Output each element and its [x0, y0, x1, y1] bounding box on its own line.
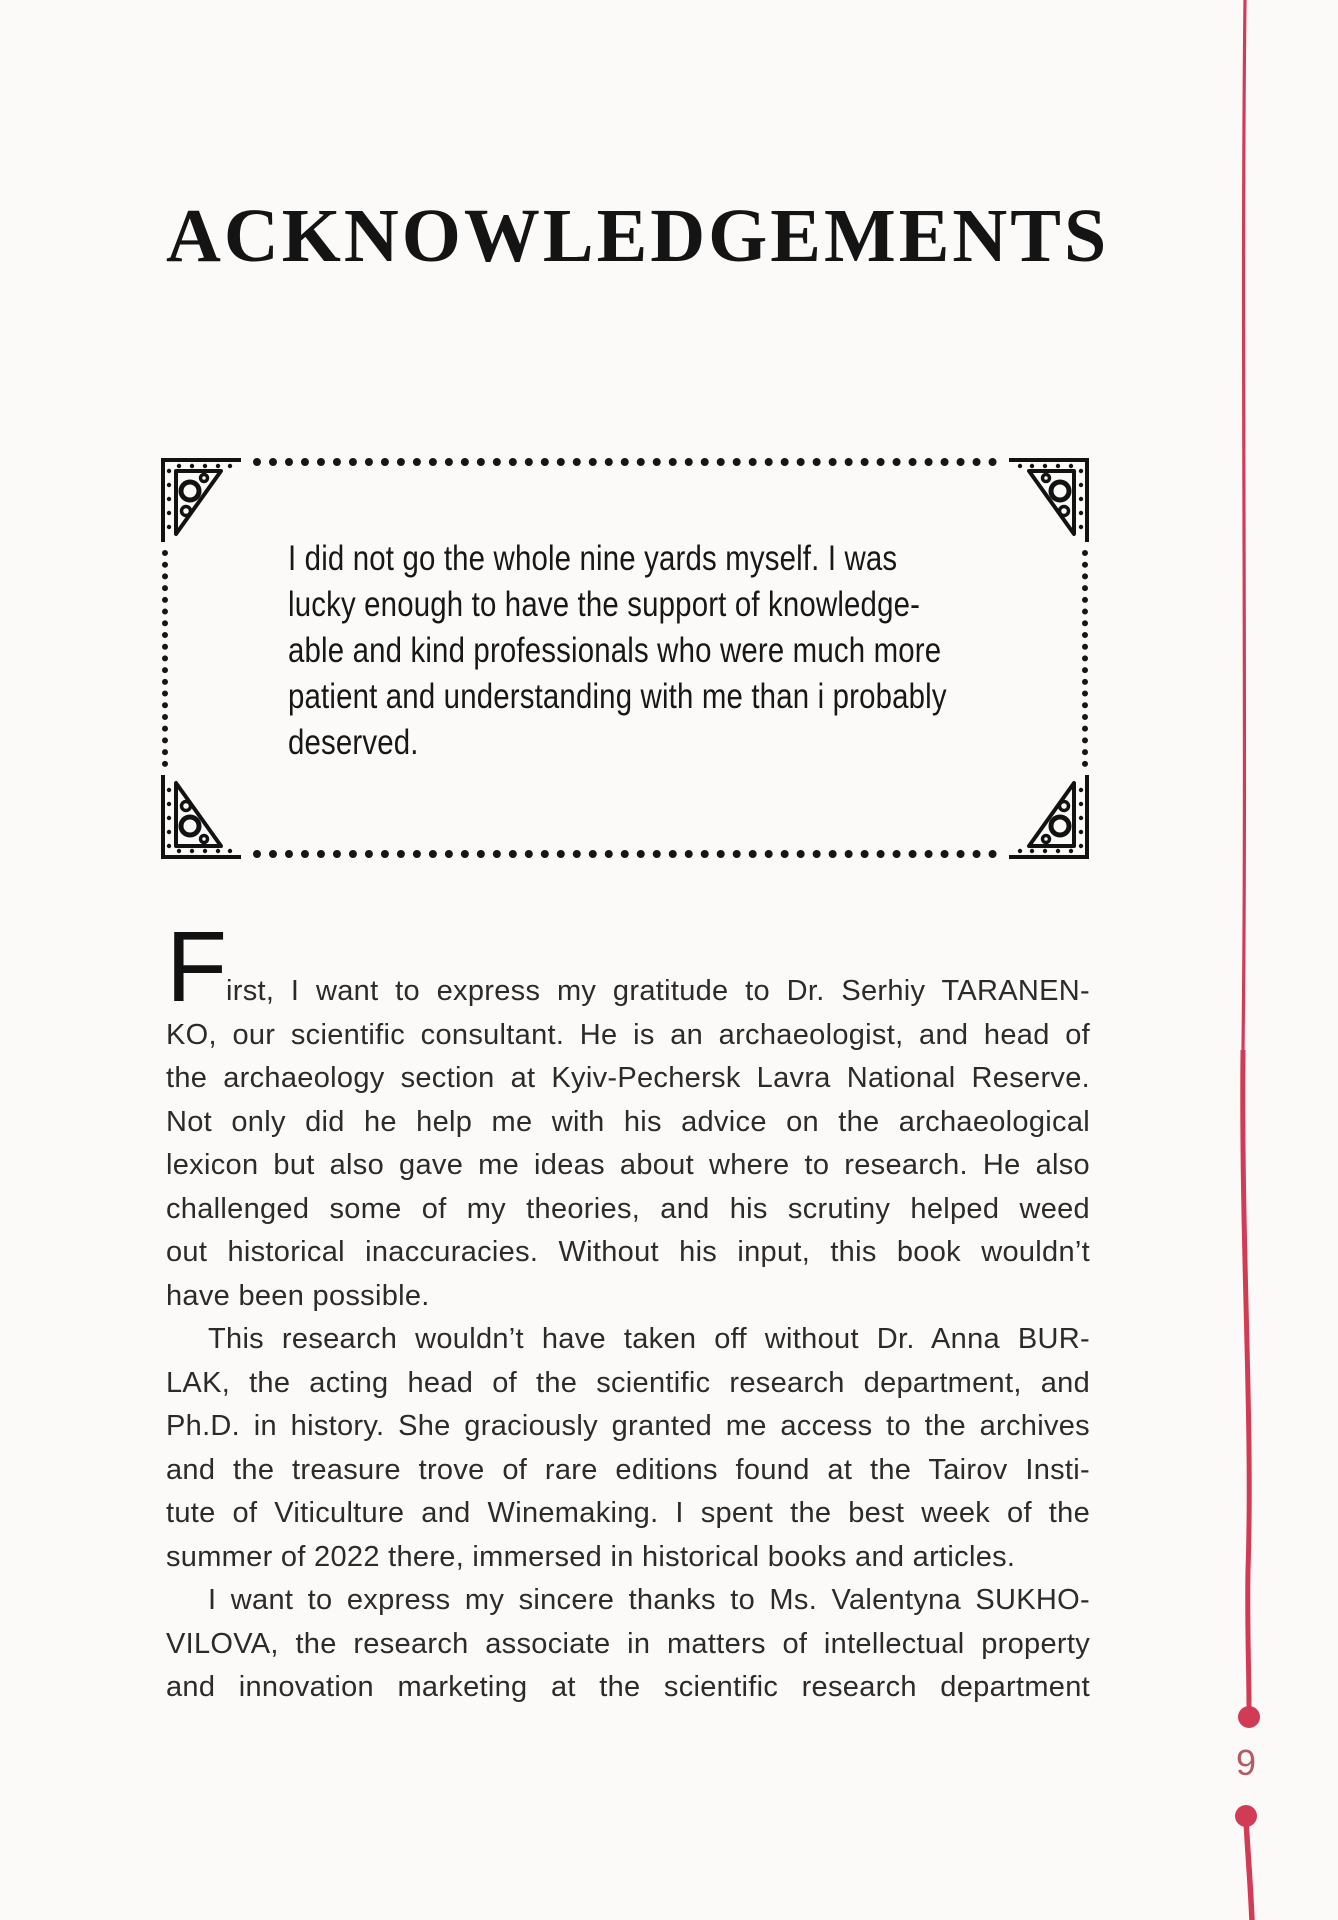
body-paragraph	[166, 1318, 1090, 1579]
body-line: Ph.D. in history. She graciously granted me access to the archives	[166, 1410, 1090, 1442]
body-line: KO, our scientific consultant. He is an archaeologist, and head of	[166, 1018, 1090, 1051]
epigraph-quote	[288, 536, 1008, 766]
quote-line: lucky enough to have the support of knowledge-	[288, 585, 921, 624]
quote-line: patient and understanding with me than i probably	[288, 677, 947, 716]
corner-ornament-icon	[161, 458, 247, 544]
body-line: VILOVA, the research associate in matters of intellectual property	[166, 1627, 1090, 1660]
body-line: summer of 2022 there, immersed in historical books and articles.	[166, 1540, 1016, 1573]
corner-ornament-icon	[1003, 458, 1089, 544]
dotted-border-right	[1082, 550, 1088, 767]
body-line: LAK, the acting head of the scientific research department, and	[166, 1366, 1090, 1399]
corner-ornament-icon	[161, 773, 247, 859]
quote-line: I did not go the whole nine yards myself. I was	[288, 539, 898, 578]
page-number: 9	[1235, 1742, 1257, 1783]
body-text	[166, 970, 1090, 1710]
corner-ornament-icon	[1003, 773, 1089, 859]
body-line: I want to express my sincere thanks to Ms. Valentyna SUKHO-	[208, 1584, 1090, 1616]
body-line: out historical inaccuracies. Without his input, this book wouldn’t	[166, 1236, 1090, 1268]
body-line: the archaeology section at Kyiv-Pechersk Lavra National Reserve.	[166, 1062, 1090, 1094]
body-line: and innovation marketing at the scientific research department	[166, 1671, 1090, 1703]
body-line: challenged some of my theories, and his scrutiny helped weed	[166, 1192, 1090, 1225]
body-line: This research wouldn’t have taken off without Dr. Anna BUR-	[208, 1323, 1090, 1355]
body-line: have been possible.	[166, 1279, 430, 1312]
quote-line: able and kind professionals who were much more	[288, 631, 942, 670]
dotted-border-top	[253, 458, 997, 466]
body-paragraph	[166, 1579, 1090, 1710]
body-line: irst, I want to express my gratitude to Dr. Serhiy TARANEN-	[226, 975, 1090, 1007]
body-line: and the treasure trove of rare editions found at the Tairov Insti-	[166, 1453, 1090, 1486]
body-paragraph	[166, 970, 1090, 1318]
body-line: tute of Viticulture and Winemaking. I spent the best week of the	[166, 1497, 1090, 1529]
drop-cap: F	[166, 911, 228, 1023]
body-line: lexicon but also gave me ideas about where to research. He also	[166, 1149, 1090, 1181]
dotted-border-left	[162, 550, 168, 767]
dotted-border-bottom	[253, 850, 997, 858]
page-title: ACKNOWLEDGEMENTS	[166, 194, 1110, 278]
quote-line: deserved.	[288, 723, 419, 762]
body-line: Not only did he help me with his advice on the archaeological	[166, 1105, 1090, 1138]
quote-box	[165, 462, 1085, 855]
